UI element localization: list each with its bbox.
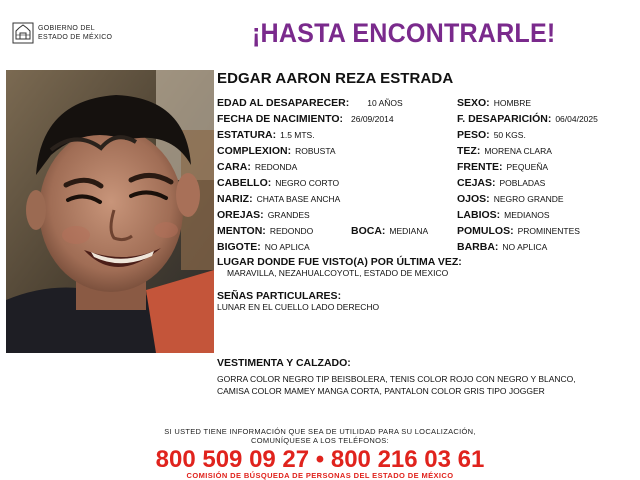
missing-person-photo (6, 70, 214, 353)
field-estatura: ESTATURA: 1.5 MTS. (217, 129, 315, 141)
field-orejas: OREJAS: GRANDES (217, 209, 310, 221)
senas-label: SEÑAS PARTICULARES: (217, 290, 342, 302)
comision-name: COMISIÓN DE BÚSQUEDA DE PERSONAS DEL ESTADO DE MÉXICO (186, 471, 454, 480)
state-emblem-icon (12, 22, 34, 44)
field-nariz: NARIZ: CHATA BASE ANCHA (217, 193, 341, 205)
government-logo (12, 22, 112, 46)
field-boca: BOCA: MEDIANA (351, 225, 429, 237)
person-name: EDGAR AARON REZA ESTRADA (217, 70, 454, 87)
field-tez: TEZ: MORENA CLARA (457, 145, 552, 157)
info-line1: SI USTED TIENE INFORMACIÓN QUE SEA DE UTILIDAD PARA SU LOCALIZACIÓN, (164, 427, 476, 436)
lugar-value: MARAVILLA, NEZAHUALCOYOTL, ESTADO DE MEXICO (227, 268, 449, 278)
field-cara: CARA: REDONDA (217, 161, 298, 173)
vestimenta-line1: GORRA COLOR NEGRO TIP BEISBOLERA, TENIS COLOR ROJO CON NEGRO Y BLANCO, (217, 374, 576, 384)
field-sexo: SEXO: HOMBRE (457, 97, 531, 109)
field-ojos: OJOS: NEGRO GRANDE (457, 193, 564, 205)
field-peso: PESO: 50 KGS. (457, 129, 526, 141)
field-barba: BARBA: NO APLICA (457, 241, 548, 253)
field-edad: EDAD AL DESAPARECER: 10 AÑOS (217, 97, 403, 109)
org-name-line2: ESTADO DE MÉXICO (38, 34, 113, 41)
info-line2: COMUNÍQUESE A LOS TELÉFONOS: (251, 436, 389, 445)
field-menton: MENTON: REDONDO (217, 225, 314, 237)
vestimenta-label: VESTIMENTA Y CALZADO: (217, 357, 351, 369)
field-cabello: CABELLO: NEGRO CORTO (217, 177, 340, 189)
field-complexion: COMPLEXION: ROBUSTA (217, 145, 336, 157)
field-pomulos: POMULOS: PROMINENTES (457, 225, 580, 237)
phone-numbers: 800 509 09 27 • 800 216 03 61 (155, 446, 485, 473)
vestimenta-line2: CAMISA COLOR MAMEY MANGA CORTA, PANTALON COLOR GRIS TIPO JOGGER (217, 386, 545, 396)
lugar-label: LUGAR DONDE FUE VISTO(A) POR ÚLTIMA VEZ: (217, 256, 462, 268)
field-cejas: CEJAS: POBLADAS (457, 177, 546, 189)
field-nacimiento: FECHA DE NACIMIENTO: 26/09/2014 (217, 113, 394, 125)
field-frente: FRENTE: PEQUEÑA (457, 161, 549, 173)
senas-value: LUNAR EN EL CUELLO LADO DERECHO (217, 302, 380, 312)
banner-title: ¡HASTA ENCONTRARLE! (252, 18, 556, 48)
field-bigote: BIGOTE: NO APLICA (217, 241, 310, 253)
field-labios: LABIOS: MEDIANOS (457, 209, 550, 221)
org-name-line1: GOBIERNO DEL (38, 25, 95, 32)
field-desaparicion: F. DESAPARICIÓN: 06/04/2025 (457, 113, 598, 125)
